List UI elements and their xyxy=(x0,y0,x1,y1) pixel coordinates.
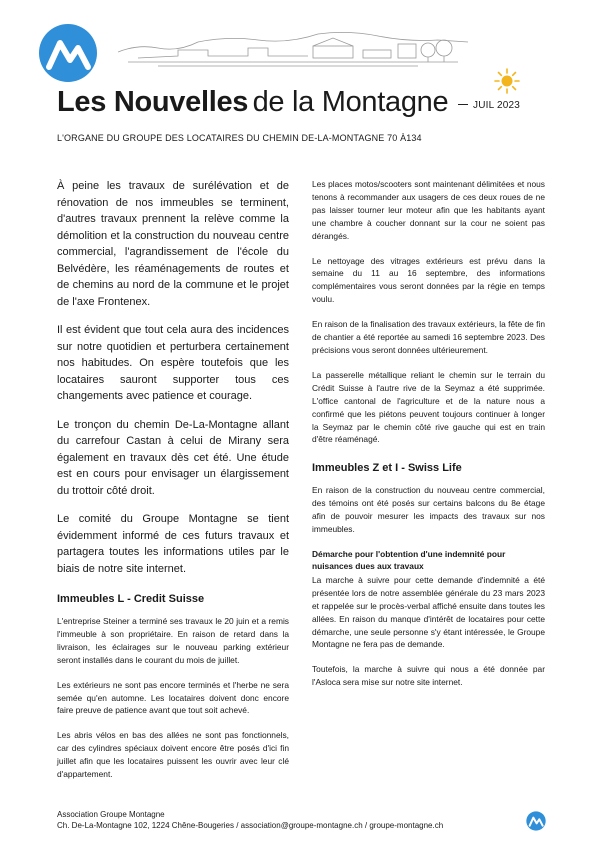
lead-paragraph: À peine les travaux de surélévation et de rénovation de nos immeubles se terminent, d'autres travaux prennent la relève comme la démolition et la construction du nouveau centre commercial, l'agrandissement de l'école du Belvédère, les réaménagements de routes et de chemins au nord de la commune et le projet de l'axe Frontenex. xyxy=(57,180,289,308)
lead-paragraph: Il est évident que tout cela aura des incidences sur notre quotidien et perturbera certainement nos habitudes. On espère toutefois que les locataires sauront supporter tous ces changements avec patience et courage. xyxy=(57,324,289,402)
masthead-subtitle: L'ORGANE DU GROUPE DES LOCATAIRES DU CHEMIN DE-LA-MONTAGNE 70 À134 xyxy=(57,133,422,143)
lead-paragraph: Le tronçon du chemin De-La-Montagne allant du carrefour Castan à celui de Mirany sera également en travaux dès cet été. Une étude est en cours pour envisager un élargissement du trottoir côté droit. xyxy=(57,418,289,497)
footer-separator: / xyxy=(362,820,370,830)
left-column xyxy=(57,178,289,793)
body-paragraph: La marche à suivre pour cette demande d'indemnité a été présentée lors de notre assemblée générale du 23 mars 2023 et rappelée sur le procès-verbal affiché ensuite dans toutes les allées. En raison du manque d'intérêt de locataires pour cette démarche, une seule personne s'y étant intéressée, le Groupe Montagne ne fera pas de demande. xyxy=(312,574,545,650)
body-paragraph: En raison de la finalisation des travaux extérieurs, la fête de fin de chantier a été reportée au samedi 16 septembre 2023. Des précisions vous seront données ultérieurement. xyxy=(312,319,545,355)
section-title-credit-suisse: Immeubles L - Credit Suisse xyxy=(57,593,205,605)
masthead xyxy=(57,86,547,126)
body-paragraph: Toutefois, la marche à suivre qui nous a été donnée par l'Asloca sera mise sur notre site internet. xyxy=(312,664,545,688)
mountain-logo-icon xyxy=(38,23,98,83)
issue-date-text: JUIL 2023 xyxy=(473,100,521,111)
body-paragraph: Le nettoyage des vitrages extérieurs est prévu dans la semaine du 11 au 16 septembre, des informations complémentaires vous seront données par la régie en temps voulu. xyxy=(312,255,545,305)
footer xyxy=(57,810,443,831)
body-paragraph: La passerelle métallique reliant le chemin sur le terrain du Crédit Suisse à l'autre rive de la Seymaz a été supprimée. L'office cantonal de l'agriculture et de la nature nous a confirmé que les piétons peuvent toujours continuer à longer la Seymaz par le chemin côté rive gauche qui est en train d'être réaménagé. xyxy=(312,369,545,445)
body-paragraph: Les places motos/scooters sont maintenant délimitées et nous tenons à recommander aux usagers de ces deux roues de ne pas laisser tourner leur moteur afin que les habitants ayant une chambre à coucher donnant sur la cour ne soient pas dérangés. xyxy=(312,179,545,241)
footer-address-line xyxy=(57,821,443,832)
lead-paragraph: Le comité du Groupe Montagne se tient évidemment informé de ces futurs travaux et partagera toutes les informations utiles par le biais de notre site internet. xyxy=(57,513,289,575)
masthead-title-bold: Les Nouvelles xyxy=(57,86,249,118)
footer-website-link[interactable]: groupe-montagne.ch xyxy=(369,820,444,830)
issue-date xyxy=(458,100,520,111)
body-paragraph: En raison de la construction du nouveau centre commercial, des témoins ont été posés sur certains balcons du 8e étage afin de pouvoir mesurer les impacts des travaux sur nos immeubles. xyxy=(312,485,545,535)
footer-address: Ch. De-La-Montagne 102, 1224 Chêne-Bougeries / xyxy=(57,820,241,830)
footer-org: Association Groupe Montagne xyxy=(57,810,165,819)
section-title-swiss-life: Immeubles Z et I - Swiss Life xyxy=(312,462,462,475)
body-paragraph: Les abris vélos en bas des allées ne sont pas fonctionnels, car des cylindres spéciaux doivent encore être posés d'ici fin juillet afin que les locataires puissent les ouvrir avec leur clé d'appartement. xyxy=(57,730,289,780)
skyline-illustration xyxy=(118,22,468,70)
body-paragraph: L'entreprise Steiner a terminé ses travaux le 20 juin et a remis l'immeuble à son propriétaire. En raison de retard dans la livraison, les éclairages sur le nouveau parking extérieur seront installés dans le courant du mois de juillet. xyxy=(57,616,289,665)
right-column xyxy=(312,178,545,701)
masthead-title-rest: de la Montagne xyxy=(252,86,449,118)
footer-email-link[interactable]: association@groupe-montagne.ch xyxy=(240,820,363,830)
body-paragraph: Les extérieurs ne sont pas encore terminés et l'herbe ne sera semée qu'en automne. Les locataires doivent donc encore faire preuve de patience avant que tout soit achevé. xyxy=(57,679,289,716)
date-dash xyxy=(458,104,468,105)
subsection-title-indemnite: Démarche pour l'obtention d'une indemnité pour nuisances dues aux travaux xyxy=(312,548,506,572)
mountain-logo-small-icon xyxy=(526,811,546,831)
